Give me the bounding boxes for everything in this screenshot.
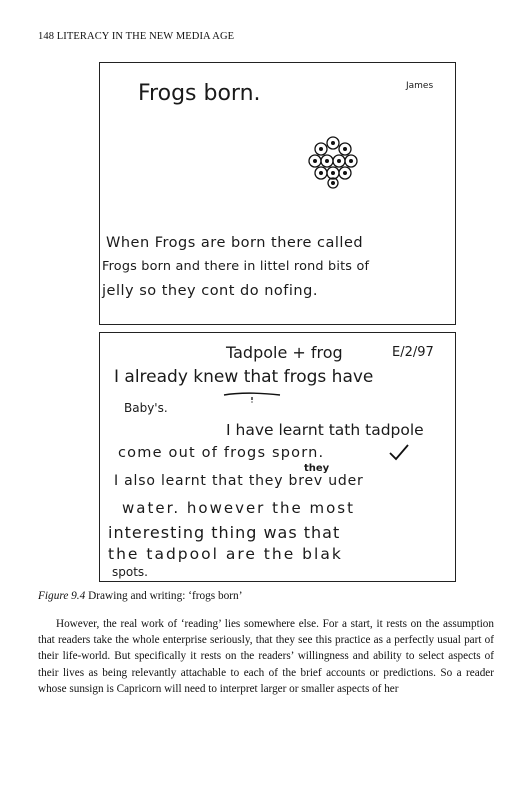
writing-line-3: I have learnt tath tadpole <box>226 421 424 439</box>
writing-correction: they <box>304 463 330 474</box>
drawing-line-2: Frogs born and there in littel rond bits of <box>102 259 370 274</box>
frogspawn-drawing <box>305 133 361 189</box>
writing-line-5: I also learnt that they brev uder <box>114 473 364 489</box>
check-mark-icon <box>388 443 410 461</box>
body-paragraph: However, the real work of ‘reading’ lies somewhere else. For a start, it rests on the assumption that readers take the whole enterprise seriously, that they see this practice as a perfectly usual part of their life-world. But specifically it rests on the readers’ willingness and ability to select aspects of their lives as being relevantly attachable to each of the brief accounts or predictions. So a reader whose sunsign is Capricorn will need to interpret larger or smaller aspects of her <box>38 618 494 695</box>
writing-title: Tadpole + frog <box>226 343 343 362</box>
underline-knew <box>222 389 282 403</box>
drawing-line-1: When Frogs are born there called <box>106 235 364 251</box>
child-drawing-frogs-born <box>99 62 456 325</box>
writing-line-7: interesting thing was that <box>108 523 341 542</box>
writing-line-2: Baby's. <box>124 401 168 415</box>
writing-line-6: water. however the most <box>122 499 355 517</box>
child-writing-tadpole-frog <box>99 332 456 582</box>
writing-line-9: spots. <box>112 565 148 579</box>
writing-date: E/2/97 <box>392 345 434 360</box>
running-head: 148 LITERACY IN THE NEW MEDIA AGE <box>38 31 235 42</box>
drawing-title: Frogs born. <box>138 81 261 106</box>
figure-caption <box>38 590 242 602</box>
author-name: James <box>406 81 434 91</box>
writing-line-8: the tadpool are the blak <box>108 545 343 563</box>
writing-line-1: I already knew that frogs have <box>114 367 374 387</box>
figure-label: Figure 9.4 <box>38 590 86 602</box>
writing-line-4: come out of frogs sporn. <box>118 445 325 461</box>
drawing-line-3: jelly so they cont do nofing. <box>102 283 318 299</box>
figure-caption-text: Drawing and writing: ‘frogs born’ <box>85 590 243 602</box>
